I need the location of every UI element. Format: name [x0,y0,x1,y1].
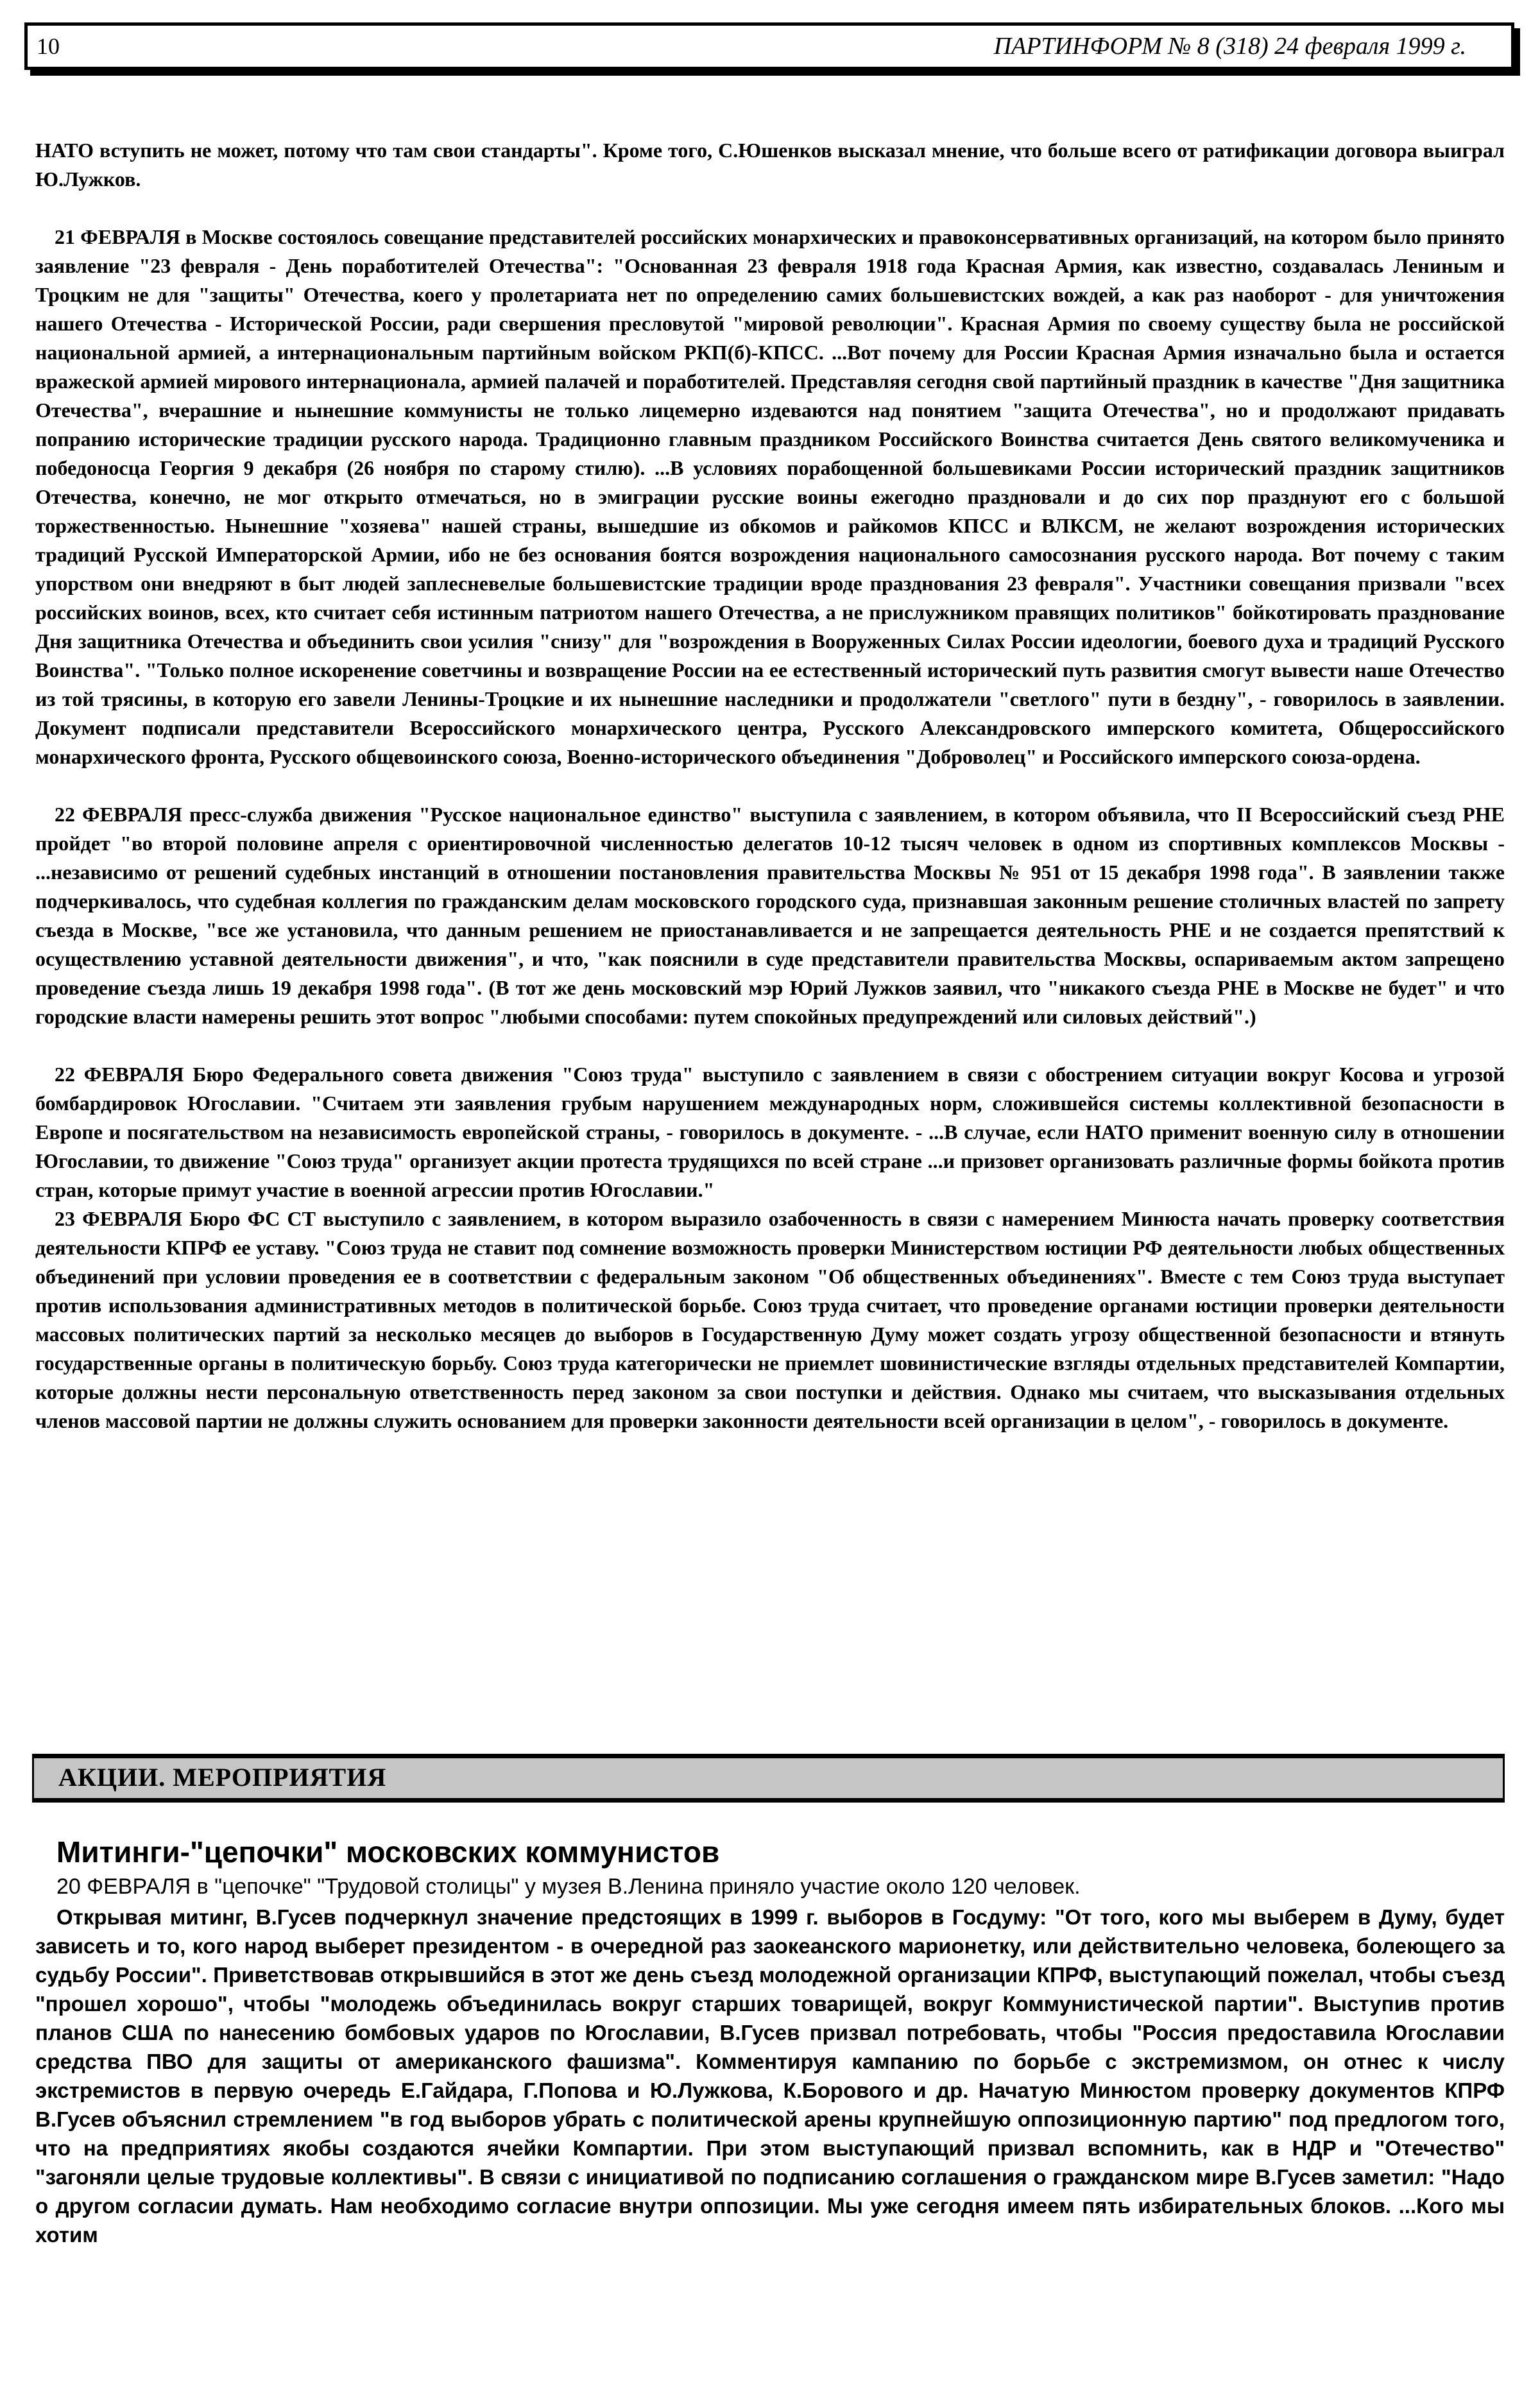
body-paragraph: 22 ФЕВРАЛЯ Бюро Федерального совета движения "Союз труда" выступило с заявлением в связи с обострением ситуации вокруг Косова и угрозой бомбардировок Югославии. "Считаем эти заявления грубым нарушением международных норм, сложившейся системы коллективной безопасности в Европе и посягательством на независимость европейской страны, - говорилось в документе. - ...В случае, если НАТО применит военную силу в отношении Югославии, то движение "Союз труда" организует акции протеста трудящихся по всей стране ...и призовет организовать различные формы бойкота против стран, которые примут участие в военной агрессии против Югославии." [35,1063,1505,1201]
subsection-meetings [35,1835,1505,2249]
section-title: АКЦИИ. МЕРОПРИЯТИЯ [58,1763,387,1792]
page-header [24,22,1514,70]
body-paragraph: 22 ФЕВРАЛЯ пресс-служба движения "Русское национальное единство" выступила с заявлением, в котором объявила, что II Всероссийский съезд РНЕ пройдет "во второй половине апреля с ориентировочной численностью делегатов 10-12 тысяч человек в одном из спортивных комплексов Москвы - ...независимо от решений судебных инстанций в отношении постановления правительства Москвы № 951 от 15 декабря 1998 года". В заявлении также подчеркивалось, что судебная коллегия по гражданским делам московского городского суда, признавшая законным решение столичных властей по запрету съезда в Москве, "все же установила, что данным решением не приостанавливается и не запрещается деятельность РНЕ и не создается препятствий к осуществлению уставной деятельности движения", и что, "как пояснили в суде представители правительства Москвы, оспариваемым актом запрещено проведение съезда лишь 19 декабря 1998 года". (В тот же день московский мэр Юрий Лужков заявил, что "никакого съезда РНЕ в Москве не будет" и что городские власти намерены решить этот вопрос "любыми способами: путем спокойных предупреждений или силовых действий".) [35,803,1505,1028]
subsection-heading: Митинги-"цепочки" московских коммунистов [56,1835,720,1869]
body-paragraph: 21 ФЕВРАЛЯ в Москве состоялось совещание представителей российских монархических и правоконсервативных организаций, на котором было принято заявление "23 февраля - День поработителей Отечества": "Основанная 23 февраля 1918 года Красная Армия, как известно, создавалась Лениным и Троцким не для "защиты" Отечества, коего у пролетариата нет по определению самих большевистских вождей, а как раз наоборот - для уничтожения нашего Отечества - Исторической России, ради свершения пресловутой "мировой революции". Красная Армия по своему существу была не российской национальной армией, а интернациональным партийным войском РКП(б)-КПСС. ...Вот почему для России Красная Армия изначально была и остается вражеской армией мирового интернационала, армией палачей и поработителей. Представляя сегодня свой партийный праздник в качестве "Дня защитника Отечества", вчерашние и нынешние коммунисты не только лицемерно издеваются над понятием "защита Отечества", но и продолжают придавать попранию исторические традиции русского народа. Традиционно главным праздником Российского Воинства считается День святого великомученика и победоносца Георгия 9 декабря (26 ноября по старому стилю). ...В условиях порабощенной большевиками России исторический праздник защитников Отечества, конечно, не мог открыто отмечаться, но в эмиграции русские воины ежегодно праздновали и до сих пор празднуют его с большой торжественностью. Нынешние "хозяева" нашей страны, вышедшие из обкомов и райкомов КПСС и ВЛКСМ, не желают возрождения исторических традиций Русской Императорской Армии, ибо не без основания боятся возрождения национального самосознания русского народа. Вот почему с таким упорством они внедряют в быт людей заплесневелые большевистские традиции вроде празднования 23 февраля". Участники совещания призвали "всех российских воинов, всех, кто считает себя истинным патриотом нашего Отечества, а не прислужником правящих политиков" бойкотировать празднование Дня защитника Отечества и объединить свои усилия "снизу" для "возрождения в Вооруженных Силах России идеологии, боевого духа и традиций Русского Воинства". "Только полное искоренение советчины и возвращение России на ее естественный исторический путь развития смогут вывести наше Отечество из той трясины, в которую его завели Ленины-Троцкие и их нынешние наследники и продолжатели "светлого" пути в бездну", - говорилось в заявлении. Документ подписали представители Всероссийского монархического центра, Русского Александровского имперского комитета, Общероссийского монархического фронта, Русского общевоинского союза, Военно-исторического объединения "Доброволец" и Российского имперского союза-ордена. [35,225,1505,768]
page-number: 10 [37,33,60,59]
issue-title: ПАРТИНФОРМ № 8 (318) 24 февраля 1999 г. [993,33,1466,60]
body-paragraph: 23 ФЕВРАЛЯ Бюро ФС СТ выступило с заявлением, в котором выразило озабоченность в связи с намерением Минюста начать проверку соответствия деятельности КПРФ ее уставу. "Союз труда не ставит под сомнение возможность проверки Министерством юстиции РФ деятельности любых общественных объединений при условии проведения ее в соответствии с федеральным законом "Об общественных объединениях". Вместе с тем Союз труда выступает против использования административных методов в политической борьбе. Союз труда считает, что проведение органами юстиции проверки деятельности массовых политических партий за несколько месяцев до выборов в Государственную Думу может создать угрозу общественной безопасности и втянуть государственные органы в политическую борьбу. Союз труда категорически не приемлет шовинистические взгляды отдельных представителей Компартии, которые должны нести персональную ответственность перед законом за свои поступки и действия. Однако мы считаем, что высказывания отдельных членов массовой партии не должны служить основанием для проверки законности деятельности всей организации в целом", - говорилось в документе. [35,1207,1505,1432]
subsection-intro: 20 ФЕВРАЛЯ в "цепочке" "Трудовой столицы" у музея В.Ленина приняло участие около 120 человек. [56,1874,1081,1899]
section-header-banner [32,1754,1505,1803]
body-paragraph: НАТО вступить не может, потому что там свои стандарты". Кроме того, С.Юшенков высказал мнение, что больше всего от ратификации договора выиграл Ю.Лужков. [35,139,1505,191]
news-items-section [35,136,1505,1435]
subsection-report-paragraph: Открывая митинг, В.Гусев подчеркнул значение предстоящих в 1999 г. выборов в Госдуму: "От того, кого мы выберем в Думу, будет зависеть и то, кого народ выберет президентом - в очередной раз заокеанского марионетку, или действительно человека, болеющего за судьбу России". Приветствовав открывшийся в этот же день съезд молодежной организации КПРФ, выступающий пожелал, чтобы съезд "прошел хорошо", чтобы "молодежь объединилась вокруг старших товарищей, вокруг Коммунистической партии". Выступив против планов США по нанесению бомбовых ударов по Югославии, В.Гусев призвал потребовать, чтобы "Россия предоставила Югославии средства ПВО для защиты от американского фашизма". Комментируя кампанию по борьбе с экстремизмом, он отнес к числу экстремистов в первую очередь Е.Гайдара, Г.Попова и Ю.Лужкова, К.Борового и др. Начатую Минюстом проверку документов КПРФ В.Гусев объяснил стремлением "в год выборов убрать с политической арены крупнейшую оппозиционную партию" под предлогом того, что на предприятиях якобы создаются ячейки Компартии. При этом выступающий призвал вспомнить, как в НДР и "Отечество" "загоняли целые трудовые коллективы". В связи с инициативой по подписанию соглашения о гражданском мире В.Гусев заметил: "Надо о другом согласии думать. Нам необходимо согласие внутри оппозиции. Мы уже сегодня имеем пять избирательных блоков. ...Кого мы хотим [35,1905,1505,2247]
